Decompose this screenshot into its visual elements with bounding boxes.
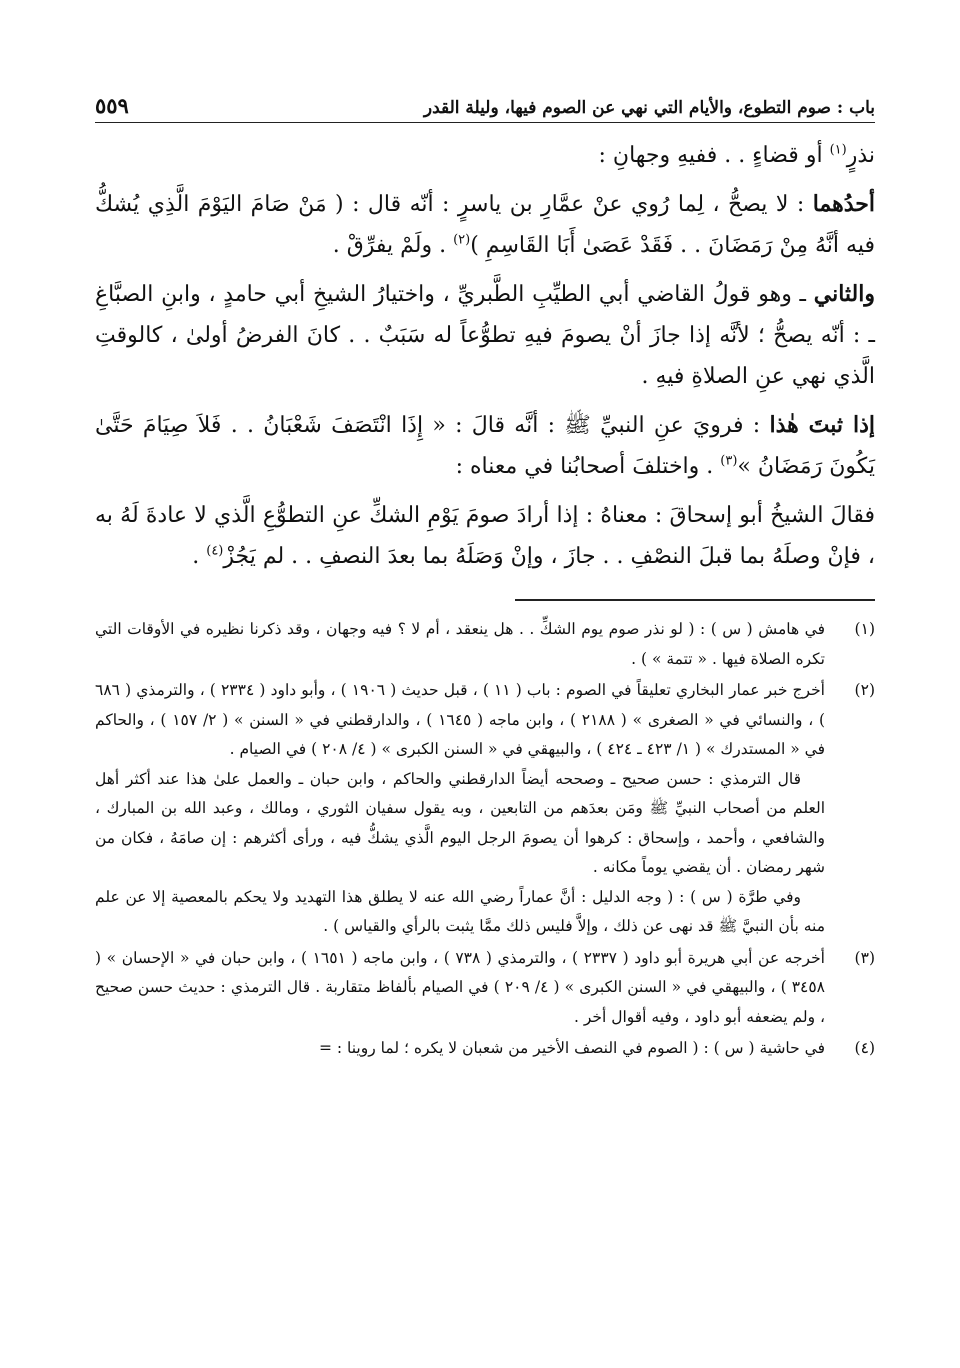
book-page — [95, 82, 875, 1066]
footnote — [95, 676, 875, 942]
running-head: باب : صوم التطوع، والأيام التي نهي عن الصوم فيها، وليلة القدر — [423, 98, 875, 118]
footnote-text: في هامش ( س ) : ( لو نذر صوم يوم الشكِّ . . هل ينعقد ، أم لا ؟ فيه وجهان ، وقد ذكرنا نظيره في الأوقات التي تكره الصلاة فيها . « تتمة » ) . — [95, 620, 825, 668]
page-number: ٥٥٩ — [95, 93, 129, 118]
footnote-number: (٣) — [854, 948, 875, 967]
text-run: : فرويَ عنِ النبيِّ ﷺ : أنَّه قالَ : « إِذَا انْتَصَفَ شَعْبَانُ . . فَلاَ صِيَامَ حَتَّىٰ يَكُونَ رَمَضَانُ » — [95, 413, 875, 479]
footnote-ref: (٢) — [453, 232, 471, 248]
footnotes — [95, 615, 875, 1064]
footnote-separator — [515, 599, 875, 601]
paragraph-3 — [95, 274, 875, 397]
paragraph-5 — [95, 495, 875, 577]
footnote — [95, 1034, 875, 1064]
footnote — [95, 615, 875, 674]
footnote-text: وفي طرَّة ( س ) : ( وجه الدليل : أنَّ عماراً رضي الله عنه لا يطلق هذا التهديد ولا يحكم بالمعصية إلا عن علم منه بأن النبيَّ ﷺ قد نهى عن ذلك ، وإلاَّ فليس ذلك ممَّا يثبت بالرأي والقياس ) . — [95, 887, 825, 935]
paragraph-4 — [95, 405, 875, 487]
paragraph-lead: والثاني — [813, 281, 875, 307]
footnote-body — [95, 676, 825, 942]
main-text — [95, 135, 875, 577]
footnote-body — [95, 615, 825, 674]
text-run: أو قضاءٍ . . ففيهِ وجهانِ : — [598, 143, 830, 168]
footnote-text: قال الترمذي : حسن صحيح ـ وصححه أيضاً الدارقطني والحاكم ، وابن حبان ـ والعمل علىٰ هذا عند أكثر أهل العلم من أصحاب النبيِّ ﷺ ومَن بعدَهم من التابعين ، وبه يقول سفيان الثوري ، ومالك ، وعبد الله بن المبارك ، والشافعي ، وأحمد ، وإسحاق : كرهوا أن يصومَ الرجل اليوم الَّذي يشكُّ فيه ، ورأى أكثرهم : إن صامَهُ ، فكان من شهر رمضان . أن يقضي يوماً مكانه . — [95, 769, 825, 876]
paragraph-1 — [95, 135, 875, 176]
text-run: . ولَمْ يفرِّقْ . — [332, 233, 454, 258]
text-run: نذرٍ — [846, 143, 875, 168]
footnote-text: أخرجه عن أبي هريرة أبو داود ( ٢٣٣٧ ) ، والترمذي ( ٧٣٨ ) ، وابن ماجه ( ١٦٥١ ) ، وابن حبان في « الإحسان » ( ٣٤٥٨ ) ، والبيهقي في « السنن الكبرى » ( ٤/ ٢٠٩ ) في الصيام بألفاظ متقاربة . قال الترمذي : حديث حسن صحيح ، ولم يضعفه أبو داود ، وفيه أقوال أخر . — [95, 948, 826, 1026]
footnote — [95, 944, 875, 1033]
footnote-body — [95, 944, 825, 1033]
page-header — [95, 82, 875, 123]
text-run: . واختلفَ أصحابُنا في معناه : — [455, 454, 721, 479]
footnote-text: أخرج خبر عمار البخاري تعليقاً في الصوم : باب ( ١١ ) ، قبل حديث ( ١٩٠٦ ) ، وأبو داود ( ٢٣٣٤ ) ، والترمذي ( ٦٨٦ ) ، والنسائي في « الصغرى » ( ٢١٨٨ ) ، وابن ماجه ( ١٦٤٥ ) ، والدارقطني في « السنن » ( ٢/ ١٥٧ ) ، والحاكم في « المستدرك » ( ١/ ٤٢٣ ـ ٤٢٤ ) ، والبيهقي في « السنن الكبرى » ( ٤/ ٢٠٨ ) في الصيام . — [95, 681, 825, 758]
footnote-number: (٢) — [854, 681, 875, 699]
footnote-ref: (٤) — [206, 543, 224, 559]
footnote-body — [95, 1034, 825, 1064]
text-run: فقالَ الشيخُ أبو إسحاقَ : معناهُ : إذا أرادَ صومَ يَوْمِ الشكِّ عنِ التطوُّعِ الَّذي لا عادةَ لَهُ به ، فإنْ وصلَهُ بما قبلَ النصْفِ . . جازَ ، وإنْ وَصَلَهُ بما بعدَ النصفِ . . لم يَجُزْ — [95, 503, 875, 569]
paragraph-lead: أحدُهما — [812, 191, 875, 217]
footnote-ref: (٣) — [720, 453, 738, 469]
footnote-text: في حاشية ( س ) : ( الصوم في النصف الأخير من شعبان لا يكره ؛ لما روينا : = — [318, 1039, 825, 1057]
paragraph-2 — [95, 184, 875, 266]
text-run: ـ وهو قولُ القاضي أبي الطيِّبِ الطَّبريِّ ، واختيارُ الشيخِ أبي حامدٍ ، وابنِ الصبَّاغِ ـ : أنّه يصحُّ ؛ لأنَّه إذا جازَ أنْ يصومَ فيهِ تطوُّعاً له سَبَبٌ . . كانَ الفرضُ أولىٰ ، كالوقتِ الَّذي نهي عنِ الصلاةِ فيهِ . — [95, 282, 875, 389]
footnote-number: (١) — [854, 620, 875, 638]
footnote-ref: (١) — [829, 142, 847, 158]
text-run: . — [192, 544, 207, 569]
paragraph-lead: إذا ثبتَ هٰذا — [769, 412, 876, 438]
text-run: : لا يصحُّ ، لِما رُوي عنْ عمَّارِ بن ياسرٍ : أنّه قال : ( مَنْ صَامَ اليَوْمَ الَّذِي يُشكُّ فيه أنَّهُ مِنْ رَمَضَانَ . . فَقَدْ عَصَىٰ أَبَا القَاسِمِ ) — [95, 192, 875, 258]
footnote-number: (٤) — [854, 1039, 875, 1057]
